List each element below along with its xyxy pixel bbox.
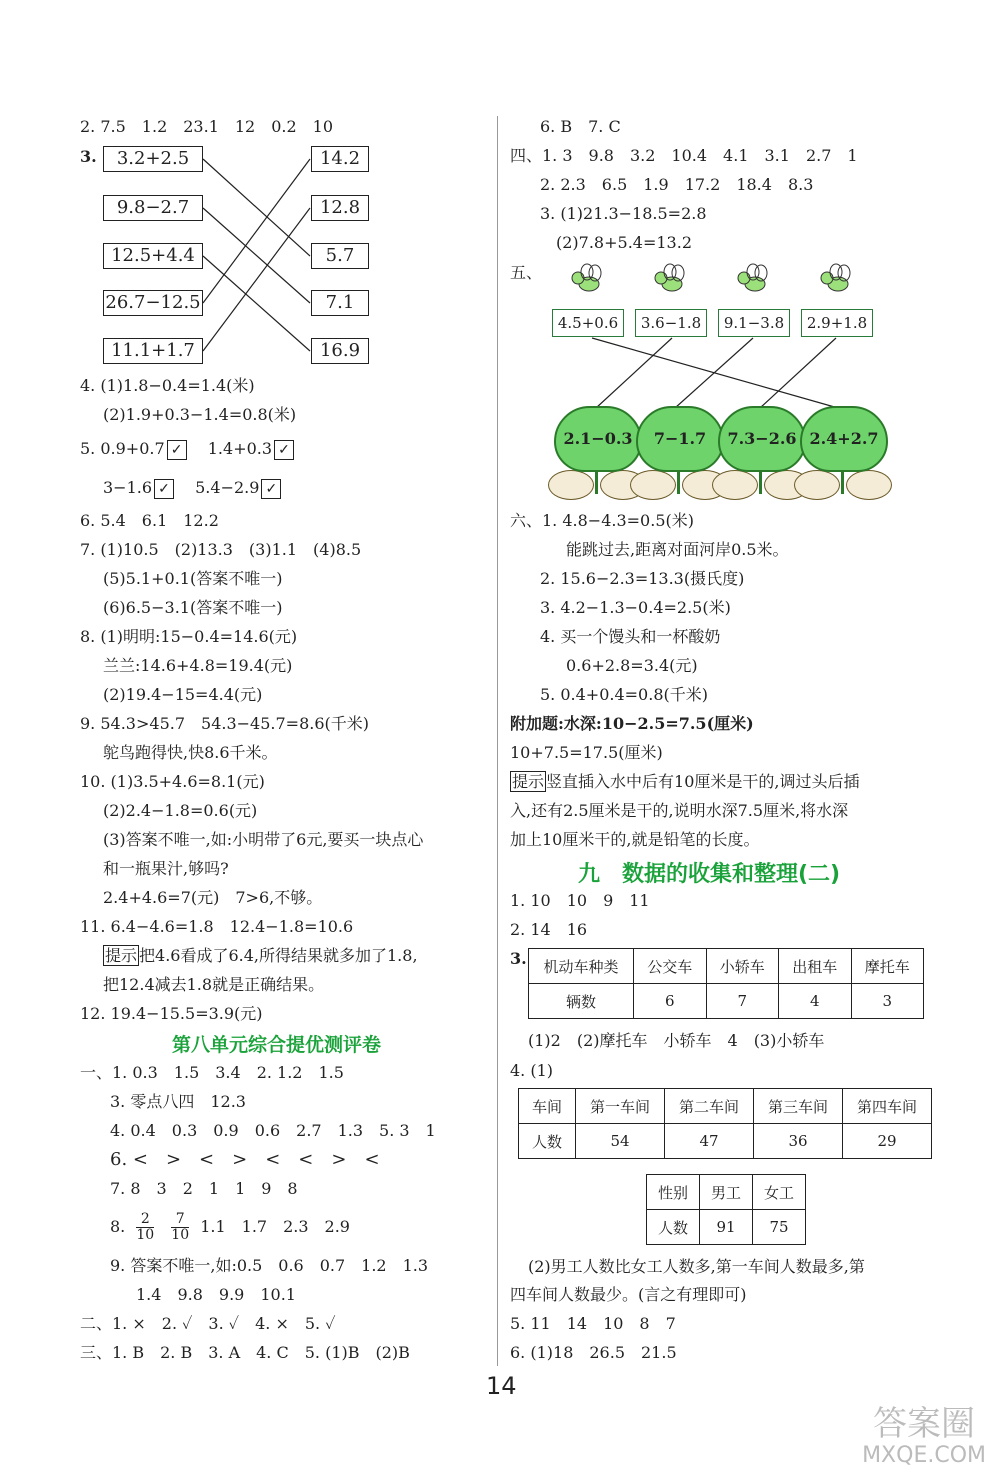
q4-line-2: (2)1.9+0.3−1.4=0.8(米) [103,405,297,424]
q6-4b: 0.6+2.8=3.4(元) [566,656,698,675]
table-cell: 人数 [519,1124,576,1159]
table-cell: 第二车间 [665,1089,754,1124]
flower-expr-1: 2.1−0.3 [554,406,642,472]
r-line-4: 3. (1)21.3−18.5=2.8 [540,204,707,223]
table-row [519,1124,932,1159]
bee-expr-1: 4.5+0.6 [552,309,624,337]
q7-line-1: 7. (1)10.5 (2)13.3 (3)1.1 (4)8.5 [80,540,362,559]
extra-2: 10+7.5=17.5(厘米) [510,743,663,762]
q9-line-1: 9. 54.3>45.7 54.3−45.7=8.6(千米) [80,714,370,733]
q6-1b: 能跳过去,距离对面河岸0.5米。 [566,540,789,559]
gender-table [646,1174,806,1245]
table-row [647,1210,806,1245]
q6-answers: 6. 5.4 6.1 12.2 [80,511,219,530]
page-number: 14 [486,1372,517,1400]
table-cell: 性别 [647,1175,700,1210]
extra-4: 入,还有2.5厘米是干的,说明水深7.5厘米,将水深 [510,801,849,820]
leaf-icon [630,470,676,500]
q5-expr-1: 5. 0.9+0.7 [80,439,165,458]
n4-2a: (2)男工人数比女工人数多,第一车间人数最多,第 [528,1257,865,1276]
flower-expr-3: 7.3−2.6 [718,406,806,472]
section-title-data: 九 数据的收集和整理(二) [578,862,841,887]
s1-line-9a: 9. 答案不唯一,如:0.5 0.6 0.7 1.2 1.3 [110,1256,429,1275]
n1: 1. 10 10 9 11 [510,891,650,910]
check-box: ✓ [167,440,187,460]
q3-right-box-4: 7.1 [311,290,369,316]
q6-2: 2. 15.6−2.3=13.3(摄氏度) [540,569,745,588]
table-row [529,984,924,1019]
n5: 5. 11 14 10 8 7 [510,1314,676,1333]
extra-5: 加上10厘米干的,就是铅笔的长度。 [510,830,760,849]
q3-number: 3. [80,147,97,166]
q10-line-3: (3)答案不唯一,如:小明带了6元,要买一块点心 [103,830,424,849]
table-cell: 4 [779,984,852,1019]
fraction-7-10: $\frac{7}{10}$ [171,1211,190,1243]
bee-expr-3: 9.1−3.8 [718,309,790,337]
table-cell: 36 [754,1124,843,1159]
q5-expr-4: 5.4−2.9 [195,478,260,497]
r-line-2: 四、1. 3 9.8 3.2 10.4 4.1 3.1 2.7 1 [510,146,858,165]
table-cell: 车间 [519,1089,576,1124]
table-cell: 女工 [753,1175,806,1210]
n2: 2. 14 16 [510,920,588,939]
leaf-icon [548,470,594,500]
check-box: ✓ [261,479,281,499]
s2-line: 二、1. × 2. ✓ 3. ✓ 4. × 5. ✓ [80,1314,336,1333]
q3-left-box-3: 12.5+4.4 [103,243,203,269]
q3-left-box-4: 26.7−12.5 [103,290,203,316]
n3-number: 3. [510,949,527,968]
q11-line-1: 11. 6.4−4.6=1.8 12.4−1.8=10.6 [80,917,354,936]
q6-4: 4. 买一个馒头和一杯酸奶 [540,627,721,646]
fraction-2-10: $\frac{2}{10}$ [136,1211,155,1243]
table-cell: 47 [665,1124,754,1159]
section-5-label: 五、 [510,263,543,282]
q12-answer: 12. 19.4−15.5=3.9(元) [80,1004,263,1023]
flower-expr-2: 7−1.7 [636,406,724,472]
table-cell: 29 [843,1124,932,1159]
table-row [647,1175,806,1210]
q3-right-box-2: 12.8 [311,195,369,221]
flower-expr-4: 2.4+2.7 [800,406,888,472]
table-cell: 出租车 [779,949,852,984]
check-box: ✓ [274,440,294,460]
vehicle-table [528,948,924,1019]
extra-1: 附加题:水深:10−2.5=7.5(厘米) [510,714,754,733]
q8-line-1: 8. (1)明明:15−0.4=14.6(元) [80,627,298,646]
q6-5: 5. 0.4+0.4=0.8(千米) [540,685,708,704]
q3-right-box-1: 14.2 [311,146,369,172]
table-cell: 3 [851,984,924,1019]
q3-left-box-2: 9.8−2.7 [103,195,203,221]
table-cell: 小轿车 [706,949,779,984]
q5-expr-2: 1.4+0.3 [207,439,273,458]
s1-line-7: 7. 8 3 2 1 1 9 8 [110,1179,298,1198]
workshop-table [518,1088,932,1159]
leaf-icon [794,470,840,500]
q6-1: 六、1. 4.8−4.3=0.5(米) [510,511,694,530]
leaf-icon [712,470,758,500]
table-cell: 机动车种类 [529,949,634,984]
section-title-unit8: 第八单元综合提优测评卷 [172,1034,382,1056]
n4-2b: 四车间人数最少。(言之有理即可) [510,1285,747,1304]
table-cell: 第一车间 [576,1089,665,1124]
q3-right-box-3: 5.7 [311,243,369,269]
q3-right-box-5: 16.9 [311,338,369,364]
r-line-5: (2)7.8+5.4=13.2 [556,233,692,252]
n6: 6. (1)18 26.5 21.5 [510,1343,677,1362]
q6-3: 3. 4.2−1.3−0.4=2.5(米) [540,598,731,617]
table-cell: 54 [576,1124,665,1159]
table-cell: 第三车间 [754,1089,843,1124]
q3-left-box-1: 3.2+2.5 [103,146,203,172]
q8-line-3: (2)19.4−15=4.4(元) [103,685,263,704]
hint-label: 提示 [512,772,545,791]
q10-line-4: 和一瓶果汁,够吗? [103,859,229,878]
hint-label: 提示 [105,946,138,965]
q4-line-1: 4. (1)1.8−0.4=1.4(米) [80,376,255,395]
extra-3: 竖直插入水中后有10厘米是干的,调过头后插 [546,772,860,791]
q10-line-5: 2.4+4.6=7(元) 7>6,不够。 [103,888,323,907]
q8-line-2: 兰兰:14.6+4.8=19.4(元) [103,656,293,675]
q10-line-1: 10. (1)3.5+4.6=8.1(元) [80,772,265,791]
table-cell: 6 [634,984,707,1019]
bee-expr-4: 2.9+1.8 [801,309,873,337]
bee-expr-2: 3.6−1.8 [635,309,707,337]
q7-line-2: (5)5.1+0.1(答案不唯一) [103,569,283,588]
q10-line-2: (2)2.4−1.8=0.6(元) [103,801,258,820]
q11-line-3: 把12.4减去1.8就是正确结果。 [103,975,325,994]
q11-line-2: 把4.6看成了6.4,所得结果就多加了1.8, [139,946,418,965]
bee-flower-lines [0,0,1000,460]
r-line-3: 2. 2.3 6.5 1.9 17.2 18.4 8.3 [540,175,814,194]
n3-answers: (1)2 (2)摩托车 小轿车 4 (3)小轿车 [528,1031,825,1050]
s1-line-1: 一、1. 0.3 1.5 3.4 2. 1.2 1.5 [80,1063,344,1082]
q7-line-3: (6)6.5−3.1(答案不唯一) [103,598,283,617]
watermark: 答案圈 MXQE.COM [862,1404,986,1468]
s1-line-9b: 1.4 9.8 9.9 10.1 [136,1285,296,1304]
table-cell: 男工 [700,1175,753,1210]
leaf-icon [846,470,892,500]
table-cell: 辆数 [529,984,634,1019]
q3-left-box-5: 11.1+1.7 [103,338,203,364]
s1-line-4: 4. 0.4 0.3 0.9 0.6 2.7 1.3 5. 3 1 [110,1121,436,1140]
table-cell: 7 [706,984,779,1019]
table-row [519,1089,932,1124]
s3-line: 三、1. B 2. B 3. A 4. C 5. (1)B (2)B [80,1343,410,1362]
table-cell: 91 [700,1210,753,1245]
table-cell: 75 [753,1210,806,1245]
s1-line-3: 3. 零点八四 12.3 [110,1092,246,1111]
s1-line-6: 6. < > < > < < > < [110,1149,380,1170]
q9-line-2: 鸵鸟跑得快,快8.6千米。 [103,743,278,762]
s1-8-label: 8. [110,1217,126,1236]
s1-8-rest: 1.1 1.7 2.3 2.9 [200,1217,350,1236]
table-cell: 人数 [647,1210,700,1245]
table-cell: 第四车间 [843,1089,932,1124]
table-cell: 摩托车 [851,949,924,984]
q5-expr-3: 3−1.6 [103,478,153,497]
check-box: ✓ [154,479,174,499]
r-line-1: 6. B 7. C [540,117,621,136]
q2-answers: 2. 7.5 1.2 23.1 12 0.2 10 [80,117,334,136]
table-row [529,949,924,984]
table-cell: 公交车 [634,949,707,984]
n4-label: 4. (1) [510,1061,554,1080]
